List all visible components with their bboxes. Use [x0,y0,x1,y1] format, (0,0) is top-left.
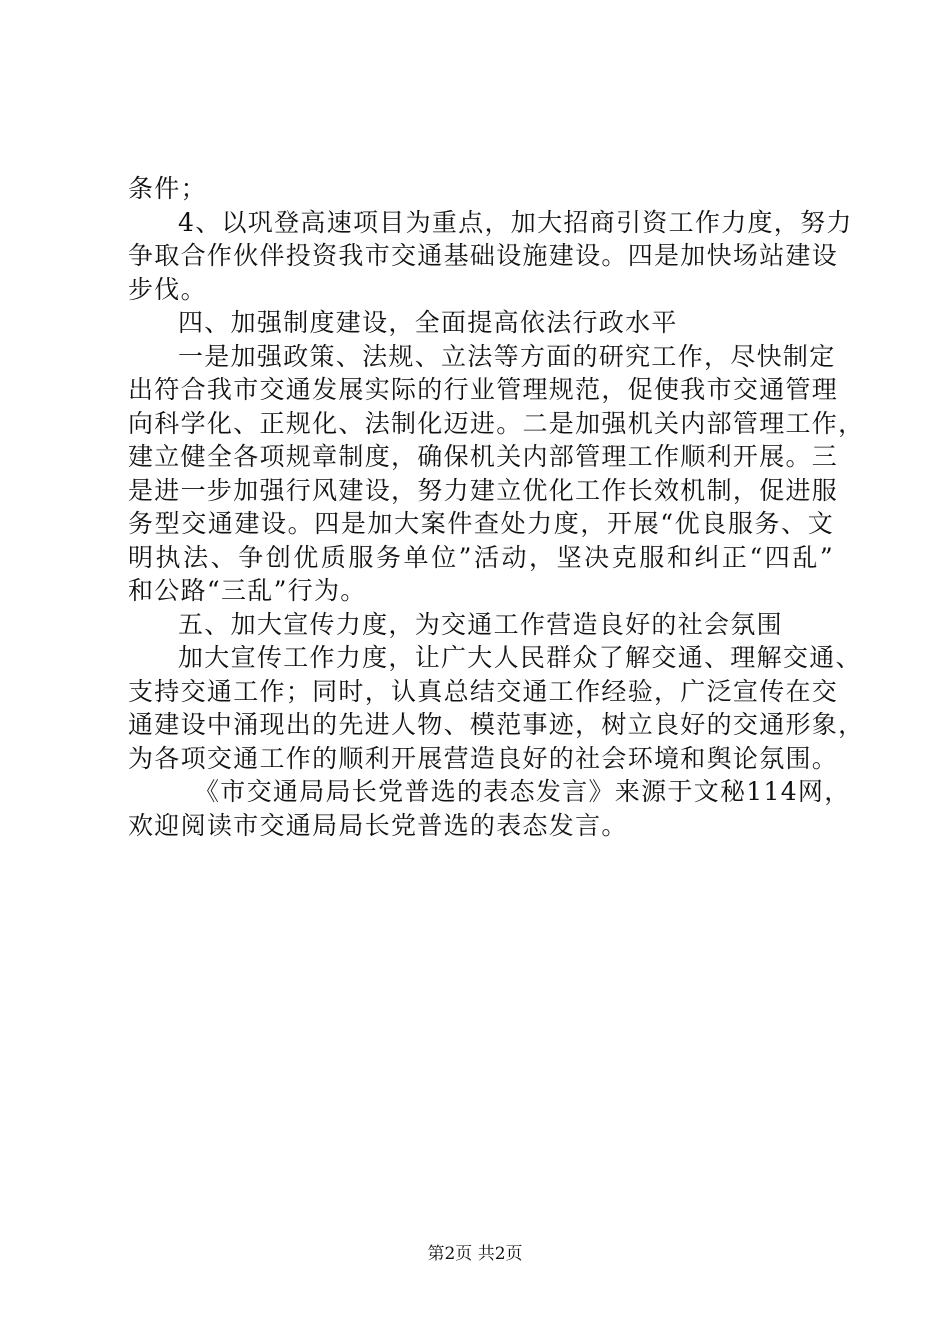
text-line: 通建设中涌现出的先进人物、模范事迹，树立良好的交通形象， [128,710,865,739]
page-footer: 第2页 共2页 [427,1244,523,1264]
text-line: 步伐。 [128,274,207,304]
source-note: 欢迎阅读市交通局局长党普选的表态发言。 [128,810,628,840]
text-line: 出符合我市交通发展实际的行业管理规范，促使我市交通管理 [128,375,839,404]
section-heading: 五、加大宣传力度，为交通工作营造良好的社会氛围 [178,609,783,639]
text-line: 争取合作伙伴投资我市交通基础设施建设。四是加快场站建设 [128,241,839,270]
text-line: 务型交通建设。四是加大案件查处力度，开展“优良服务、文 [128,509,834,538]
section-heading: 四、加强制度建设，全面提高依法行政水平 [178,308,678,337]
text-line: 和公路“三乱”行为。 [128,576,367,605]
document-body [128,172,865,842]
text-line: 是进一步加强行风建设，努力建立优化工作长效机制，促进服 [128,475,839,505]
text-line: 明执法、争创优质服务单位”活动，坚决克服和纠正“四乱” [128,542,834,572]
text-line: 4、以巩登高速项目为重点，加大招商引资工作力度，努力 [178,207,853,237]
text-line: 条件； [128,174,207,203]
text-line: 向科学化、正规化、法制化迈进。二是加强机关内部管理工作， [128,408,865,438]
text-line: 建立健全各项规章制度，确保机关内部管理工作顺利开展。三 [128,442,839,471]
text-line: 为各项交通工作的顺利开展营造良好的社会环境和舆论氛围。 [128,743,839,773]
text-line: 一是加强政策、法规、立法等方面的研究工作，尽快制定 [178,341,836,371]
text-line: 支持交通工作；同时，认真总结交通工作经验，广泛宣传在交 [128,676,839,706]
source-note: 《市交通局局长党普选的表态发言》来源于文秘114网， [194,777,851,806]
text-line: 加大宣传工作力度，让广大人民群众了解交通、理解交通、 [178,643,862,672]
